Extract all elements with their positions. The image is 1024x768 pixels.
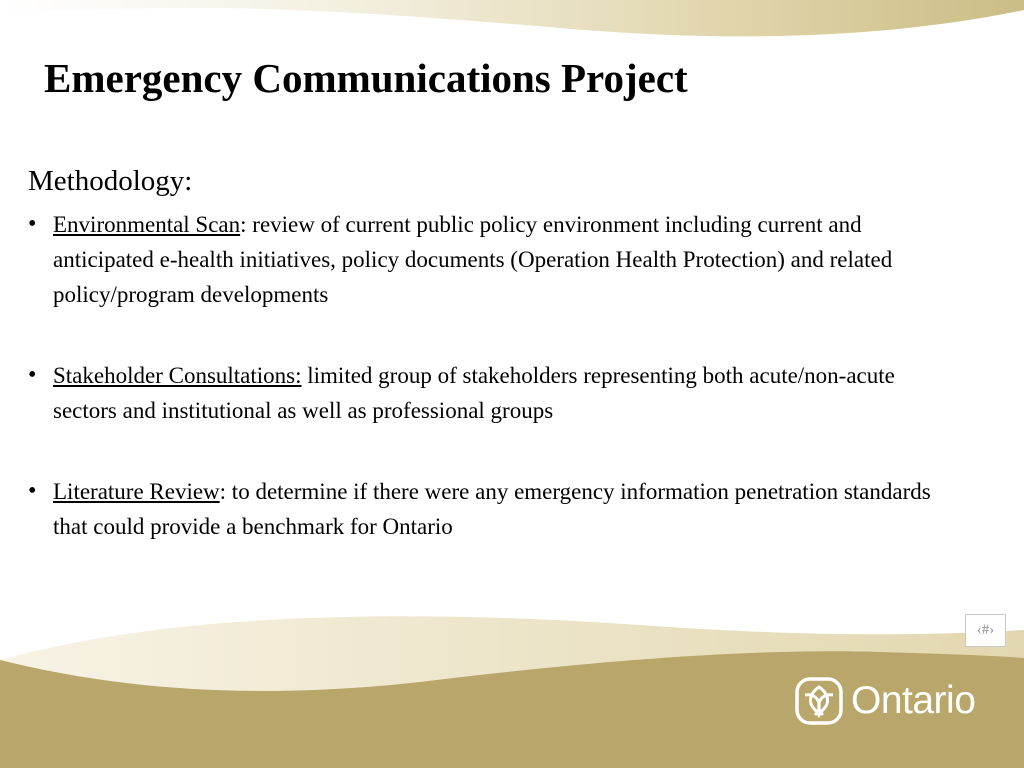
trillium-icon xyxy=(795,677,843,725)
slide-title: Emergency Communications Project xyxy=(44,55,688,101)
bullet-term: Literature Review xyxy=(53,479,220,504)
bullet-item-environmental-scan xyxy=(28,207,958,312)
bullet-marker: • xyxy=(28,478,37,504)
bullet-text: : to determine if there were any emergency information penetration standards that could provide a benchmark for Ontario xyxy=(53,479,931,539)
ontario-wordmark: Ontario xyxy=(851,679,976,722)
top-decorative-wave xyxy=(0,0,1024,60)
bullet-term: Stakeholder Consultations: xyxy=(53,363,302,388)
bullet-item-stakeholder-consultations xyxy=(28,358,958,428)
bullet-marker: • xyxy=(28,362,37,388)
bullet-item-literature-review xyxy=(28,474,958,544)
bullet-text: limited group of stakeholders representing both acute/non-acute sectors and institutional as well as professional groups xyxy=(53,363,895,423)
slide-number-placeholder: ‹#› xyxy=(965,614,1006,647)
ontario-logo xyxy=(795,676,975,726)
section-label: Methodology: xyxy=(28,165,193,197)
bullet-list xyxy=(28,207,958,590)
bullet-marker: • xyxy=(28,211,37,237)
bullet-term: Environmental Scan xyxy=(53,212,241,237)
bullet-text: : review of current public policy environment including current and anticipated e-health initiatives, policy documents (Operation Health Protection) and related policy/program developments xyxy=(53,212,893,307)
